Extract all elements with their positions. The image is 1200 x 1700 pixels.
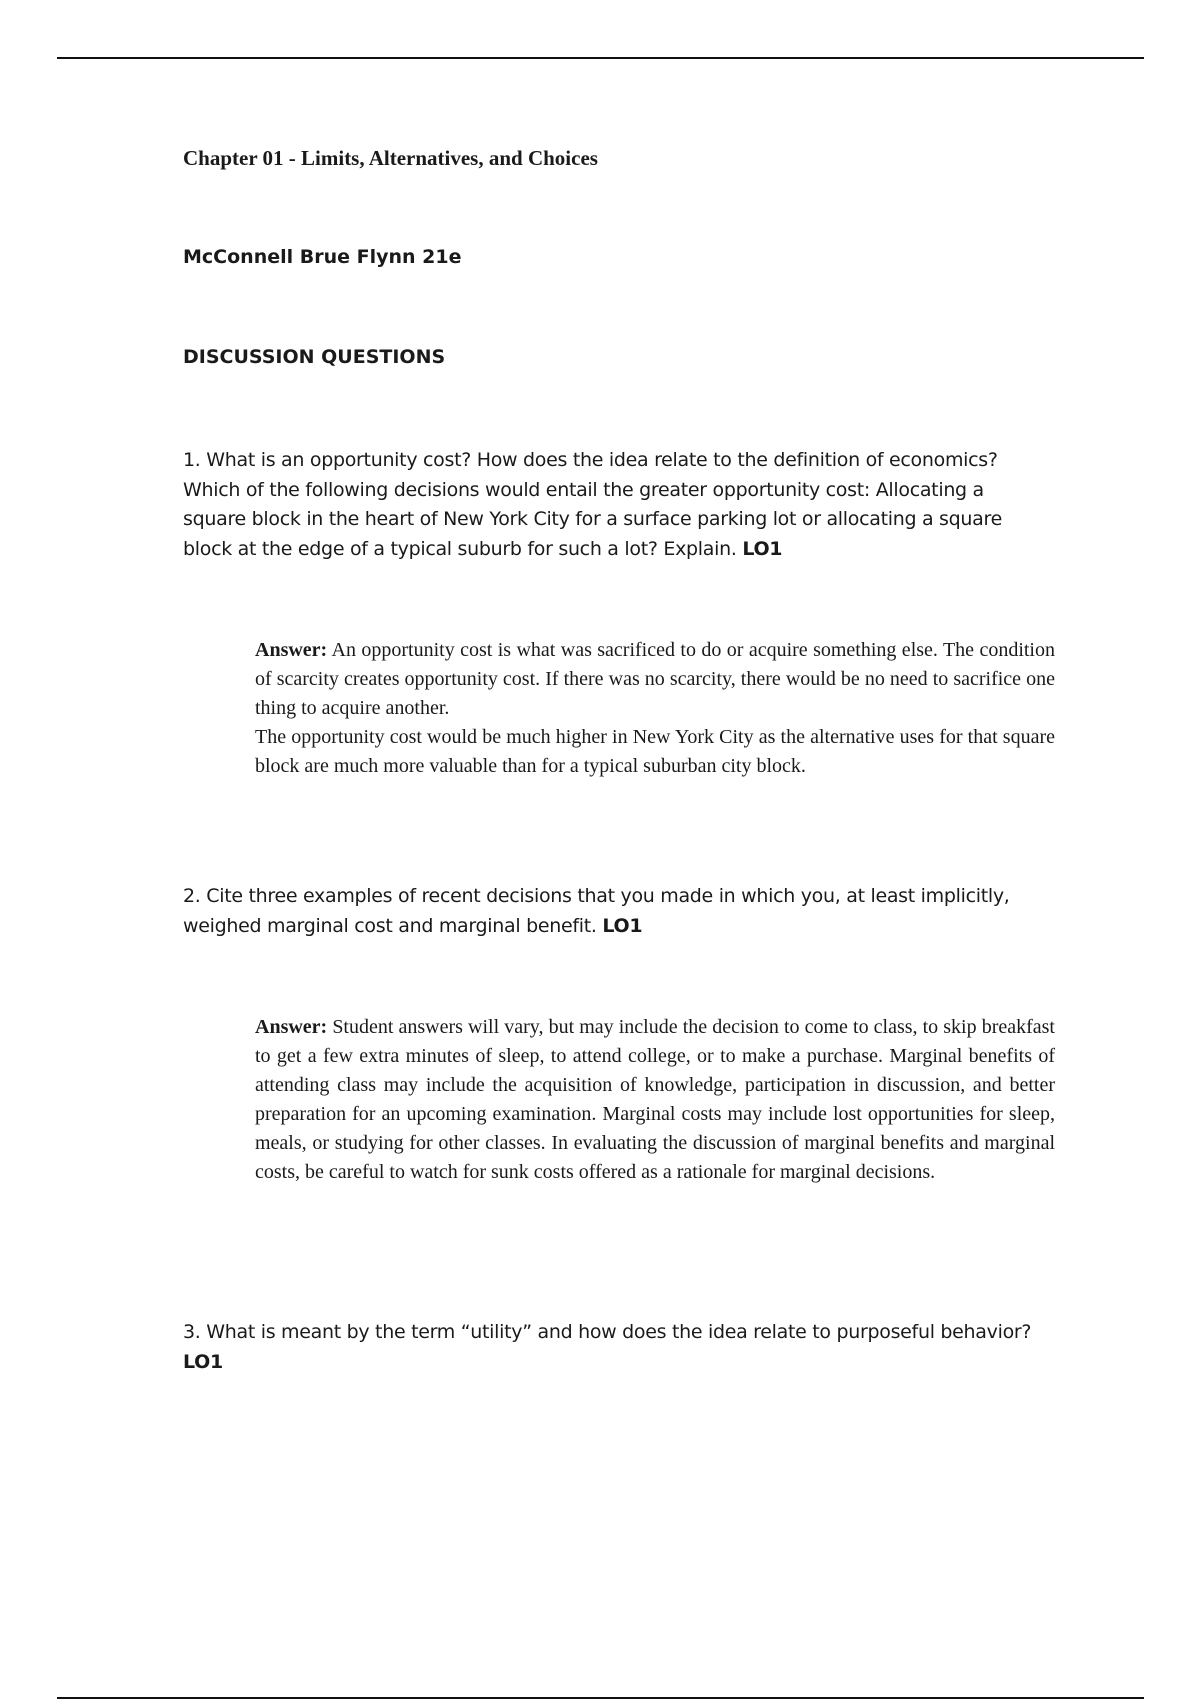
question-1-objective: LO1 — [742, 537, 783, 560]
question-1-text: 1. What is an opportunity cost? How does the idea relate to the definition of economics? Which of the following decisions would entail the greater opportunity cost: Allocating a square block in the heart of New York City for a surface parking lot or allocating a square block at the edge of a typical suburb for such a lot? Explain. — [183, 449, 1002, 560]
answer-2-paragraph-1-text: Student answers will vary, but may include the decision to come to class, to skip breakfast to get a few extra minutes of sleep, to attend college, or to make a purchase. Marginal benefits of attending class may include the acquisition of knowledge, participation in discussion, and better preparation for an upcoming examination. Marginal costs may include lost opportunities for sleep, meals, or studying for other classes. In evaluating the discussion of marginal benefits and marginal costs, be careful to watch for sunk costs offered as a rationale for marginal decisions. — [255, 1016, 1055, 1183]
answer-2-label: Answer: — [255, 1016, 328, 1038]
answer-1-paragraph-2: The opportunity cost would be much higher in New York City as the alternative uses for that square block are much more valuable than for a typical suburban city block. — [255, 726, 1055, 777]
top-rule — [57, 57, 1144, 59]
question-3 — [183, 1318, 1043, 1377]
answer-1-paragraph-1-text: An opportunity cost is what was sacrificed to do or acquire something else. The condition of scarcity creates opportunity cost. If there was no scarcity, there would be no need to sacrifice one thing to acquire another. — [255, 639, 1055, 719]
answer-2-paragraph-1 — [255, 1013, 1055, 1187]
question-2 — [183, 882, 1043, 941]
chapter-title: Chapter 01 - Limits, Alternatives, and Choices — [183, 146, 598, 170]
answer-1 — [255, 636, 1055, 781]
answer-1-label: Answer: — [255, 639, 328, 661]
question-3-text: 3. What is meant by the term “utility” and how does the idea relate to purposeful behavior? — [183, 1321, 1032, 1343]
question-1 — [183, 446, 1043, 564]
book-subtitle: McConnell Brue Flynn 21e — [183, 246, 462, 268]
question-3-objective: LO1 — [183, 1350, 223, 1373]
question-2-text: 2. Cite three examples of recent decisions that you made in which you, at least implicitly, weighed marginal cost and marginal benefit. — [183, 885, 1010, 937]
bottom-rule — [57, 1697, 1144, 1699]
question-2-objective: LO1 — [602, 914, 643, 937]
answer-1-paragraph-1 — [255, 636, 1055, 723]
answer-2 — [255, 1013, 1055, 1187]
section-heading: DISCUSSION QUESTIONS — [183, 346, 446, 368]
